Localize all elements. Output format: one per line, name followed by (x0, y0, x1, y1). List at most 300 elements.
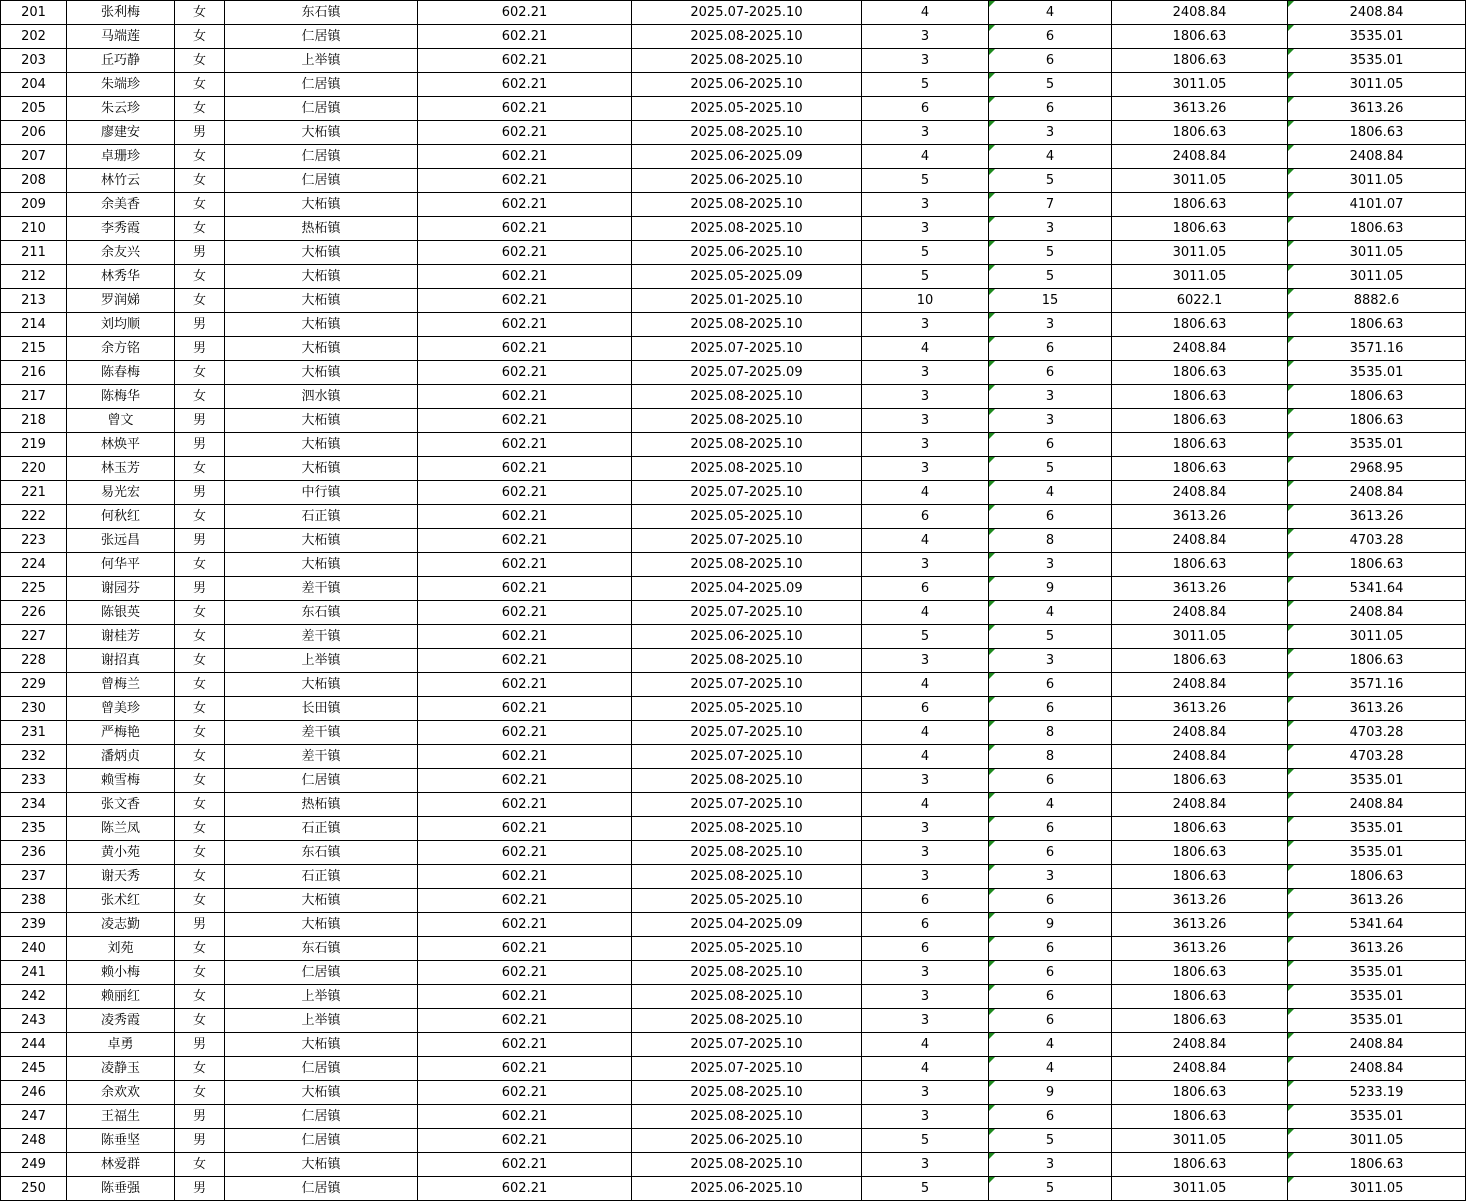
standard-amount-cell[interactable]: 602.21 (418, 385, 632, 409)
name-cell[interactable]: 曾美珍 (67, 697, 175, 721)
row-number-cell[interactable]: 236 (1, 841, 67, 865)
period-cell[interactable]: 2025.07-2025.10 (632, 1033, 862, 1057)
total-months-cell[interactable]: 3 (989, 385, 1112, 409)
months-cell[interactable]: 3 (862, 649, 989, 673)
total-months-cell[interactable]: 6 (989, 697, 1112, 721)
period-cell[interactable]: 2025.07-2025.10 (632, 721, 862, 745)
town-cell[interactable]: 大柘镇 (225, 913, 418, 937)
total-amount-cell[interactable]: 3535.01 (1288, 433, 1466, 457)
total-months-cell[interactable]: 3 (989, 313, 1112, 337)
town-cell[interactable]: 大柘镇 (225, 193, 418, 217)
name-cell[interactable]: 黄小苑 (67, 841, 175, 865)
total-amount-cell[interactable]: 2408.84 (1288, 793, 1466, 817)
months-cell[interactable]: 5 (862, 625, 989, 649)
row-number-cell[interactable]: 234 (1, 793, 67, 817)
town-cell[interactable]: 上举镇 (225, 985, 418, 1009)
total-months-cell[interactable]: 6 (989, 49, 1112, 73)
town-cell[interactable]: 大柘镇 (225, 265, 418, 289)
period-cell[interactable]: 2025.08-2025.10 (632, 649, 862, 673)
town-cell[interactable]: 差干镇 (225, 721, 418, 745)
gender-cell[interactable]: 女 (175, 625, 225, 649)
total-amount-cell[interactable]: 3613.26 (1288, 697, 1466, 721)
gender-cell[interactable]: 女 (175, 289, 225, 313)
standard-amount-cell[interactable]: 602.21 (418, 1153, 632, 1177)
town-cell[interactable]: 热柘镇 (225, 217, 418, 241)
total-months-cell[interactable]: 5 (989, 625, 1112, 649)
name-cell[interactable]: 余欢欢 (67, 1081, 175, 1105)
total-amount-cell[interactable]: 3535.01 (1288, 985, 1466, 1009)
town-cell[interactable]: 大柘镇 (225, 337, 418, 361)
gender-cell[interactable]: 女 (175, 145, 225, 169)
gender-cell[interactable]: 女 (175, 73, 225, 97)
total-months-cell[interactable]: 3 (989, 217, 1112, 241)
total-amount-cell[interactable]: 3535.01 (1288, 769, 1466, 793)
standard-amount-cell[interactable]: 602.21 (418, 409, 632, 433)
amount-cell[interactable]: 3613.26 (1112, 889, 1288, 913)
town-cell[interactable]: 大柘镇 (225, 1033, 418, 1057)
months-cell[interactable]: 3 (862, 193, 989, 217)
standard-amount-cell[interactable]: 602.21 (418, 1009, 632, 1033)
total-months-cell[interactable]: 4 (989, 481, 1112, 505)
total-months-cell[interactable]: 6 (989, 769, 1112, 793)
row-number-cell[interactable]: 205 (1, 97, 67, 121)
total-amount-cell[interactable]: 3613.26 (1288, 97, 1466, 121)
name-cell[interactable]: 王福生 (67, 1105, 175, 1129)
town-cell[interactable]: 大柘镇 (225, 409, 418, 433)
amount-cell[interactable]: 3011.05 (1112, 625, 1288, 649)
name-cell[interactable]: 卓勇 (67, 1033, 175, 1057)
standard-amount-cell[interactable]: 602.21 (418, 577, 632, 601)
total-amount-cell[interactable]: 3011.05 (1288, 241, 1466, 265)
period-cell[interactable]: 2025.05-2025.10 (632, 697, 862, 721)
months-cell[interactable]: 3 (862, 49, 989, 73)
amount-cell[interactable]: 1806.63 (1112, 121, 1288, 145)
period-cell[interactable]: 2025.07-2025.09 (632, 361, 862, 385)
gender-cell[interactable]: 男 (175, 529, 225, 553)
total-months-cell[interactable]: 5 (989, 265, 1112, 289)
total-amount-cell[interactable]: 2408.84 (1288, 481, 1466, 505)
row-number-cell[interactable]: 219 (1, 433, 67, 457)
period-cell[interactable]: 2025.05-2025.10 (632, 889, 862, 913)
town-cell[interactable]: 仁居镇 (225, 145, 418, 169)
gender-cell[interactable]: 女 (175, 265, 225, 289)
months-cell[interactable]: 5 (862, 241, 989, 265)
months-cell[interactable]: 4 (862, 145, 989, 169)
gender-cell[interactable]: 女 (175, 793, 225, 817)
months-cell[interactable]: 3 (862, 25, 989, 49)
months-cell[interactable]: 5 (862, 1177, 989, 1201)
gender-cell[interactable]: 女 (175, 505, 225, 529)
town-cell[interactable]: 东石镇 (225, 937, 418, 961)
total-amount-cell[interactable]: 4703.28 (1288, 529, 1466, 553)
gender-cell[interactable]: 女 (175, 841, 225, 865)
town-cell[interactable]: 仁居镇 (225, 73, 418, 97)
period-cell[interactable]: 2025.08-2025.10 (632, 409, 862, 433)
gender-cell[interactable]: 女 (175, 673, 225, 697)
total-months-cell[interactable]: 6 (989, 1105, 1112, 1129)
town-cell[interactable]: 仁居镇 (225, 1057, 418, 1081)
row-number-cell[interactable]: 210 (1, 217, 67, 241)
total-amount-cell[interactable]: 5341.64 (1288, 913, 1466, 937)
row-number-cell[interactable]: 243 (1, 1009, 67, 1033)
total-months-cell[interactable]: 5 (989, 1177, 1112, 1201)
period-cell[interactable]: 2025.08-2025.10 (632, 49, 862, 73)
amount-cell[interactable]: 2408.84 (1112, 1, 1288, 25)
amount-cell[interactable]: 3613.26 (1112, 697, 1288, 721)
standard-amount-cell[interactable]: 602.21 (418, 721, 632, 745)
total-months-cell[interactable]: 8 (989, 721, 1112, 745)
standard-amount-cell[interactable]: 602.21 (418, 625, 632, 649)
row-number-cell[interactable]: 232 (1, 745, 67, 769)
total-months-cell[interactable]: 9 (989, 1081, 1112, 1105)
total-months-cell[interactable]: 6 (989, 1009, 1112, 1033)
months-cell[interactable]: 3 (862, 457, 989, 481)
total-amount-cell[interactable]: 3011.05 (1288, 625, 1466, 649)
months-cell[interactable]: 3 (862, 217, 989, 241)
gender-cell[interactable]: 男 (175, 409, 225, 433)
period-cell[interactable]: 2025.07-2025.10 (632, 1, 862, 25)
row-number-cell[interactable]: 201 (1, 1, 67, 25)
row-number-cell[interactable]: 224 (1, 553, 67, 577)
gender-cell[interactable]: 女 (175, 361, 225, 385)
name-cell[interactable]: 林玉芳 (67, 457, 175, 481)
name-cell[interactable]: 林秀华 (67, 265, 175, 289)
standard-amount-cell[interactable]: 602.21 (418, 553, 632, 577)
name-cell[interactable]: 林爱群 (67, 1153, 175, 1177)
town-cell[interactable]: 大柘镇 (225, 241, 418, 265)
name-cell[interactable]: 马端莲 (67, 25, 175, 49)
row-number-cell[interactable]: 248 (1, 1129, 67, 1153)
gender-cell[interactable]: 男 (175, 313, 225, 337)
total-months-cell[interactable]: 3 (989, 409, 1112, 433)
period-cell[interactable]: 2025.06-2025.10 (632, 1129, 862, 1153)
town-cell[interactable]: 东石镇 (225, 841, 418, 865)
total-months-cell[interactable]: 3 (989, 1153, 1112, 1177)
town-cell[interactable]: 大柘镇 (225, 529, 418, 553)
amount-cell[interactable]: 1806.63 (1112, 25, 1288, 49)
period-cell[interactable]: 2025.07-2025.10 (632, 337, 862, 361)
row-number-cell[interactable]: 203 (1, 49, 67, 73)
row-number-cell[interactable]: 245 (1, 1057, 67, 1081)
standard-amount-cell[interactable]: 602.21 (418, 889, 632, 913)
gender-cell[interactable]: 女 (175, 601, 225, 625)
months-cell[interactable]: 6 (862, 97, 989, 121)
standard-amount-cell[interactable]: 602.21 (418, 1177, 632, 1201)
standard-amount-cell[interactable]: 602.21 (418, 793, 632, 817)
name-cell[interactable]: 余美香 (67, 193, 175, 217)
total-amount-cell[interactable]: 3011.05 (1288, 1177, 1466, 1201)
months-cell[interactable]: 4 (862, 1, 989, 25)
period-cell[interactable]: 2025.07-2025.10 (632, 673, 862, 697)
standard-amount-cell[interactable]: 602.21 (418, 1033, 632, 1057)
standard-amount-cell[interactable]: 602.21 (418, 505, 632, 529)
town-cell[interactable]: 仁居镇 (225, 1177, 418, 1201)
name-cell[interactable]: 余友兴 (67, 241, 175, 265)
town-cell[interactable]: 石正镇 (225, 817, 418, 841)
months-cell[interactable]: 6 (862, 697, 989, 721)
gender-cell[interactable]: 男 (175, 913, 225, 937)
amount-cell[interactable]: 1806.63 (1112, 385, 1288, 409)
amount-cell[interactable]: 3011.05 (1112, 1177, 1288, 1201)
row-number-cell[interactable]: 249 (1, 1153, 67, 1177)
total-amount-cell[interactable]: 3535.01 (1288, 361, 1466, 385)
row-number-cell[interactable]: 222 (1, 505, 67, 529)
period-cell[interactable]: 2025.08-2025.10 (632, 121, 862, 145)
town-cell[interactable]: 大柘镇 (225, 457, 418, 481)
name-cell[interactable]: 谢桂芳 (67, 625, 175, 649)
gender-cell[interactable]: 男 (175, 1033, 225, 1057)
town-cell[interactable]: 大柘镇 (225, 289, 418, 313)
period-cell[interactable]: 2025.08-2025.10 (632, 769, 862, 793)
total-amount-cell[interactable]: 3535.01 (1288, 961, 1466, 985)
total-months-cell[interactable]: 4 (989, 1057, 1112, 1081)
gender-cell[interactable]: 女 (175, 553, 225, 577)
gender-cell[interactable]: 男 (175, 577, 225, 601)
name-cell[interactable]: 罗润娣 (67, 289, 175, 313)
gender-cell[interactable]: 男 (175, 337, 225, 361)
gender-cell[interactable]: 女 (175, 697, 225, 721)
total-amount-cell[interactable]: 3535.01 (1288, 1105, 1466, 1129)
amount-cell[interactable]: 2408.84 (1112, 1033, 1288, 1057)
period-cell[interactable]: 2025.04-2025.09 (632, 577, 862, 601)
standard-amount-cell[interactable]: 602.21 (418, 457, 632, 481)
standard-amount-cell[interactable]: 602.21 (418, 169, 632, 193)
months-cell[interactable]: 4 (862, 601, 989, 625)
standard-amount-cell[interactable]: 602.21 (418, 337, 632, 361)
name-cell[interactable]: 余方铭 (67, 337, 175, 361)
total-months-cell[interactable]: 4 (989, 1033, 1112, 1057)
row-number-cell[interactable]: 246 (1, 1081, 67, 1105)
town-cell[interactable]: 仁居镇 (225, 25, 418, 49)
town-cell[interactable]: 大柘镇 (225, 553, 418, 577)
town-cell[interactable]: 泗水镇 (225, 385, 418, 409)
name-cell[interactable]: 赖丽红 (67, 985, 175, 1009)
town-cell[interactable]: 东石镇 (225, 1, 418, 25)
gender-cell[interactable]: 女 (175, 1153, 225, 1177)
row-number-cell[interactable]: 207 (1, 145, 67, 169)
name-cell[interactable]: 丘巧静 (67, 49, 175, 73)
row-number-cell[interactable]: 235 (1, 817, 67, 841)
amount-cell[interactable]: 1806.63 (1112, 217, 1288, 241)
standard-amount-cell[interactable]: 602.21 (418, 865, 632, 889)
total-months-cell[interactable]: 3 (989, 865, 1112, 889)
standard-amount-cell[interactable]: 602.21 (418, 73, 632, 97)
gender-cell[interactable]: 女 (175, 385, 225, 409)
gender-cell[interactable]: 男 (175, 241, 225, 265)
total-amount-cell[interactable]: 3011.05 (1288, 73, 1466, 97)
town-cell[interactable]: 仁居镇 (225, 769, 418, 793)
amount-cell[interactable]: 1806.63 (1112, 817, 1288, 841)
row-number-cell[interactable]: 209 (1, 193, 67, 217)
period-cell[interactable]: 2025.07-2025.10 (632, 793, 862, 817)
town-cell[interactable]: 热柘镇 (225, 793, 418, 817)
standard-amount-cell[interactable]: 602.21 (418, 1057, 632, 1081)
row-number-cell[interactable]: 230 (1, 697, 67, 721)
amount-cell[interactable]: 3613.26 (1112, 505, 1288, 529)
row-number-cell[interactable]: 214 (1, 313, 67, 337)
town-cell[interactable]: 大柘镇 (225, 361, 418, 385)
standard-amount-cell[interactable]: 602.21 (418, 241, 632, 265)
standard-amount-cell[interactable]: 602.21 (418, 841, 632, 865)
period-cell[interactable]: 2025.08-2025.10 (632, 553, 862, 577)
name-cell[interactable]: 陈银英 (67, 601, 175, 625)
total-amount-cell[interactable]: 3571.16 (1288, 337, 1466, 361)
name-cell[interactable]: 朱云珍 (67, 97, 175, 121)
total-months-cell[interactable]: 5 (989, 457, 1112, 481)
period-cell[interactable]: 2025.08-2025.10 (632, 457, 862, 481)
name-cell[interactable]: 曾梅兰 (67, 673, 175, 697)
name-cell[interactable]: 潘炳贞 (67, 745, 175, 769)
row-number-cell[interactable]: 226 (1, 601, 67, 625)
months-cell[interactable]: 6 (862, 889, 989, 913)
total-amount-cell[interactable]: 3011.05 (1288, 265, 1466, 289)
gender-cell[interactable]: 女 (175, 97, 225, 121)
amount-cell[interactable]: 2408.84 (1112, 337, 1288, 361)
standard-amount-cell[interactable]: 602.21 (418, 121, 632, 145)
period-cell[interactable]: 2025.08-2025.10 (632, 961, 862, 985)
period-cell[interactable]: 2025.08-2025.10 (632, 817, 862, 841)
total-amount-cell[interactable]: 5233.19 (1288, 1081, 1466, 1105)
standard-amount-cell[interactable]: 602.21 (418, 145, 632, 169)
town-cell[interactable]: 大柘镇 (225, 889, 418, 913)
total-months-cell[interactable]: 8 (989, 745, 1112, 769)
amount-cell[interactable]: 1806.63 (1112, 313, 1288, 337)
name-cell[interactable]: 林焕平 (67, 433, 175, 457)
total-amount-cell[interactable]: 3535.01 (1288, 1009, 1466, 1033)
total-months-cell[interactable]: 3 (989, 121, 1112, 145)
row-number-cell[interactable]: 233 (1, 769, 67, 793)
total-months-cell[interactable]: 6 (989, 673, 1112, 697)
months-cell[interactable]: 3 (862, 1081, 989, 1105)
row-number-cell[interactable]: 238 (1, 889, 67, 913)
row-number-cell[interactable]: 247 (1, 1105, 67, 1129)
months-cell[interactable]: 3 (862, 121, 989, 145)
standard-amount-cell[interactable]: 602.21 (418, 217, 632, 241)
gender-cell[interactable]: 女 (175, 649, 225, 673)
standard-amount-cell[interactable]: 602.21 (418, 1129, 632, 1153)
total-months-cell[interactable]: 5 (989, 241, 1112, 265)
name-cell[interactable]: 凌秀霞 (67, 1009, 175, 1033)
period-cell[interactable]: 2025.08-2025.10 (632, 25, 862, 49)
name-cell[interactable]: 赖雪梅 (67, 769, 175, 793)
gender-cell[interactable]: 女 (175, 769, 225, 793)
town-cell[interactable]: 差干镇 (225, 745, 418, 769)
row-number-cell[interactable]: 208 (1, 169, 67, 193)
name-cell[interactable]: 张术红 (67, 889, 175, 913)
town-cell[interactable]: 大柘镇 (225, 121, 418, 145)
amount-cell[interactable]: 1806.63 (1112, 193, 1288, 217)
months-cell[interactable]: 3 (862, 361, 989, 385)
gender-cell[interactable]: 女 (175, 865, 225, 889)
total-amount-cell[interactable]: 3613.26 (1288, 937, 1466, 961)
town-cell[interactable]: 长田镇 (225, 697, 418, 721)
name-cell[interactable]: 陈垂强 (67, 1177, 175, 1201)
name-cell[interactable]: 张文香 (67, 793, 175, 817)
gender-cell[interactable]: 女 (175, 217, 225, 241)
total-amount-cell[interactable]: 1806.63 (1288, 649, 1466, 673)
name-cell[interactable]: 卓珊珍 (67, 145, 175, 169)
gender-cell[interactable]: 女 (175, 169, 225, 193)
period-cell[interactable]: 2025.04-2025.09 (632, 913, 862, 937)
name-cell[interactable]: 凌志勤 (67, 913, 175, 937)
months-cell[interactable]: 5 (862, 73, 989, 97)
period-cell[interactable]: 2025.06-2025.10 (632, 241, 862, 265)
standard-amount-cell[interactable]: 602.21 (418, 673, 632, 697)
total-months-cell[interactable]: 6 (989, 937, 1112, 961)
total-months-cell[interactable]: 6 (989, 505, 1112, 529)
standard-amount-cell[interactable]: 602.21 (418, 49, 632, 73)
standard-amount-cell[interactable]: 602.21 (418, 601, 632, 625)
total-months-cell[interactable]: 4 (989, 601, 1112, 625)
total-amount-cell[interactable]: 4703.28 (1288, 721, 1466, 745)
months-cell[interactable]: 3 (862, 769, 989, 793)
gender-cell[interactable]: 女 (175, 49, 225, 73)
row-number-cell[interactable]: 244 (1, 1033, 67, 1057)
gender-cell[interactable]: 女 (175, 25, 225, 49)
period-cell[interactable]: 2025.07-2025.10 (632, 745, 862, 769)
gender-cell[interactable]: 女 (175, 817, 225, 841)
town-cell[interactable]: 上举镇 (225, 649, 418, 673)
total-amount-cell[interactable]: 3011.05 (1288, 169, 1466, 193)
name-cell[interactable]: 陈兰凤 (67, 817, 175, 841)
total-months-cell[interactable]: 4 (989, 145, 1112, 169)
standard-amount-cell[interactable]: 602.21 (418, 25, 632, 49)
row-number-cell[interactable]: 202 (1, 25, 67, 49)
name-cell[interactable]: 曾文 (67, 409, 175, 433)
amount-cell[interactable]: 6022.1 (1112, 289, 1288, 313)
total-months-cell[interactable]: 6 (989, 817, 1112, 841)
period-cell[interactable]: 2025.06-2025.10 (632, 625, 862, 649)
months-cell[interactable]: 4 (862, 673, 989, 697)
total-months-cell[interactable]: 4 (989, 1, 1112, 25)
period-cell[interactable]: 2025.05-2025.10 (632, 505, 862, 529)
name-cell[interactable]: 林竹云 (67, 169, 175, 193)
row-number-cell[interactable]: 242 (1, 985, 67, 1009)
standard-amount-cell[interactable]: 602.21 (418, 697, 632, 721)
row-number-cell[interactable]: 231 (1, 721, 67, 745)
period-cell[interactable]: 2025.06-2025.10 (632, 73, 862, 97)
standard-amount-cell[interactable]: 602.21 (418, 1105, 632, 1129)
name-cell[interactable]: 严梅艳 (67, 721, 175, 745)
total-amount-cell[interactable]: 1806.63 (1288, 865, 1466, 889)
amount-cell[interactable]: 3613.26 (1112, 937, 1288, 961)
months-cell[interactable]: 6 (862, 577, 989, 601)
name-cell[interactable]: 陈春梅 (67, 361, 175, 385)
name-cell[interactable]: 谢园芬 (67, 577, 175, 601)
town-cell[interactable]: 仁居镇 (225, 1105, 418, 1129)
total-amount-cell[interactable]: 1806.63 (1288, 385, 1466, 409)
total-amount-cell[interactable]: 2408.84 (1288, 1033, 1466, 1057)
gender-cell[interactable]: 女 (175, 937, 225, 961)
town-cell[interactable]: 石正镇 (225, 505, 418, 529)
name-cell[interactable]: 何秋红 (67, 505, 175, 529)
total-amount-cell[interactable]: 2968.95 (1288, 457, 1466, 481)
months-cell[interactable]: 6 (862, 505, 989, 529)
amount-cell[interactable]: 3011.05 (1112, 169, 1288, 193)
total-amount-cell[interactable]: 1806.63 (1288, 409, 1466, 433)
standard-amount-cell[interactable]: 602.21 (418, 961, 632, 985)
period-cell[interactable]: 2025.08-2025.10 (632, 841, 862, 865)
total-amount-cell[interactable]: 1806.63 (1288, 553, 1466, 577)
period-cell[interactable]: 2025.08-2025.10 (632, 313, 862, 337)
months-cell[interactable]: 4 (862, 529, 989, 553)
standard-amount-cell[interactable]: 602.21 (418, 937, 632, 961)
months-cell[interactable]: 4 (862, 481, 989, 505)
months-cell[interactable]: 3 (862, 865, 989, 889)
total-months-cell[interactable]: 6 (989, 433, 1112, 457)
period-cell[interactable]: 2025.08-2025.10 (632, 193, 862, 217)
total-amount-cell[interactable]: 3613.26 (1288, 505, 1466, 529)
